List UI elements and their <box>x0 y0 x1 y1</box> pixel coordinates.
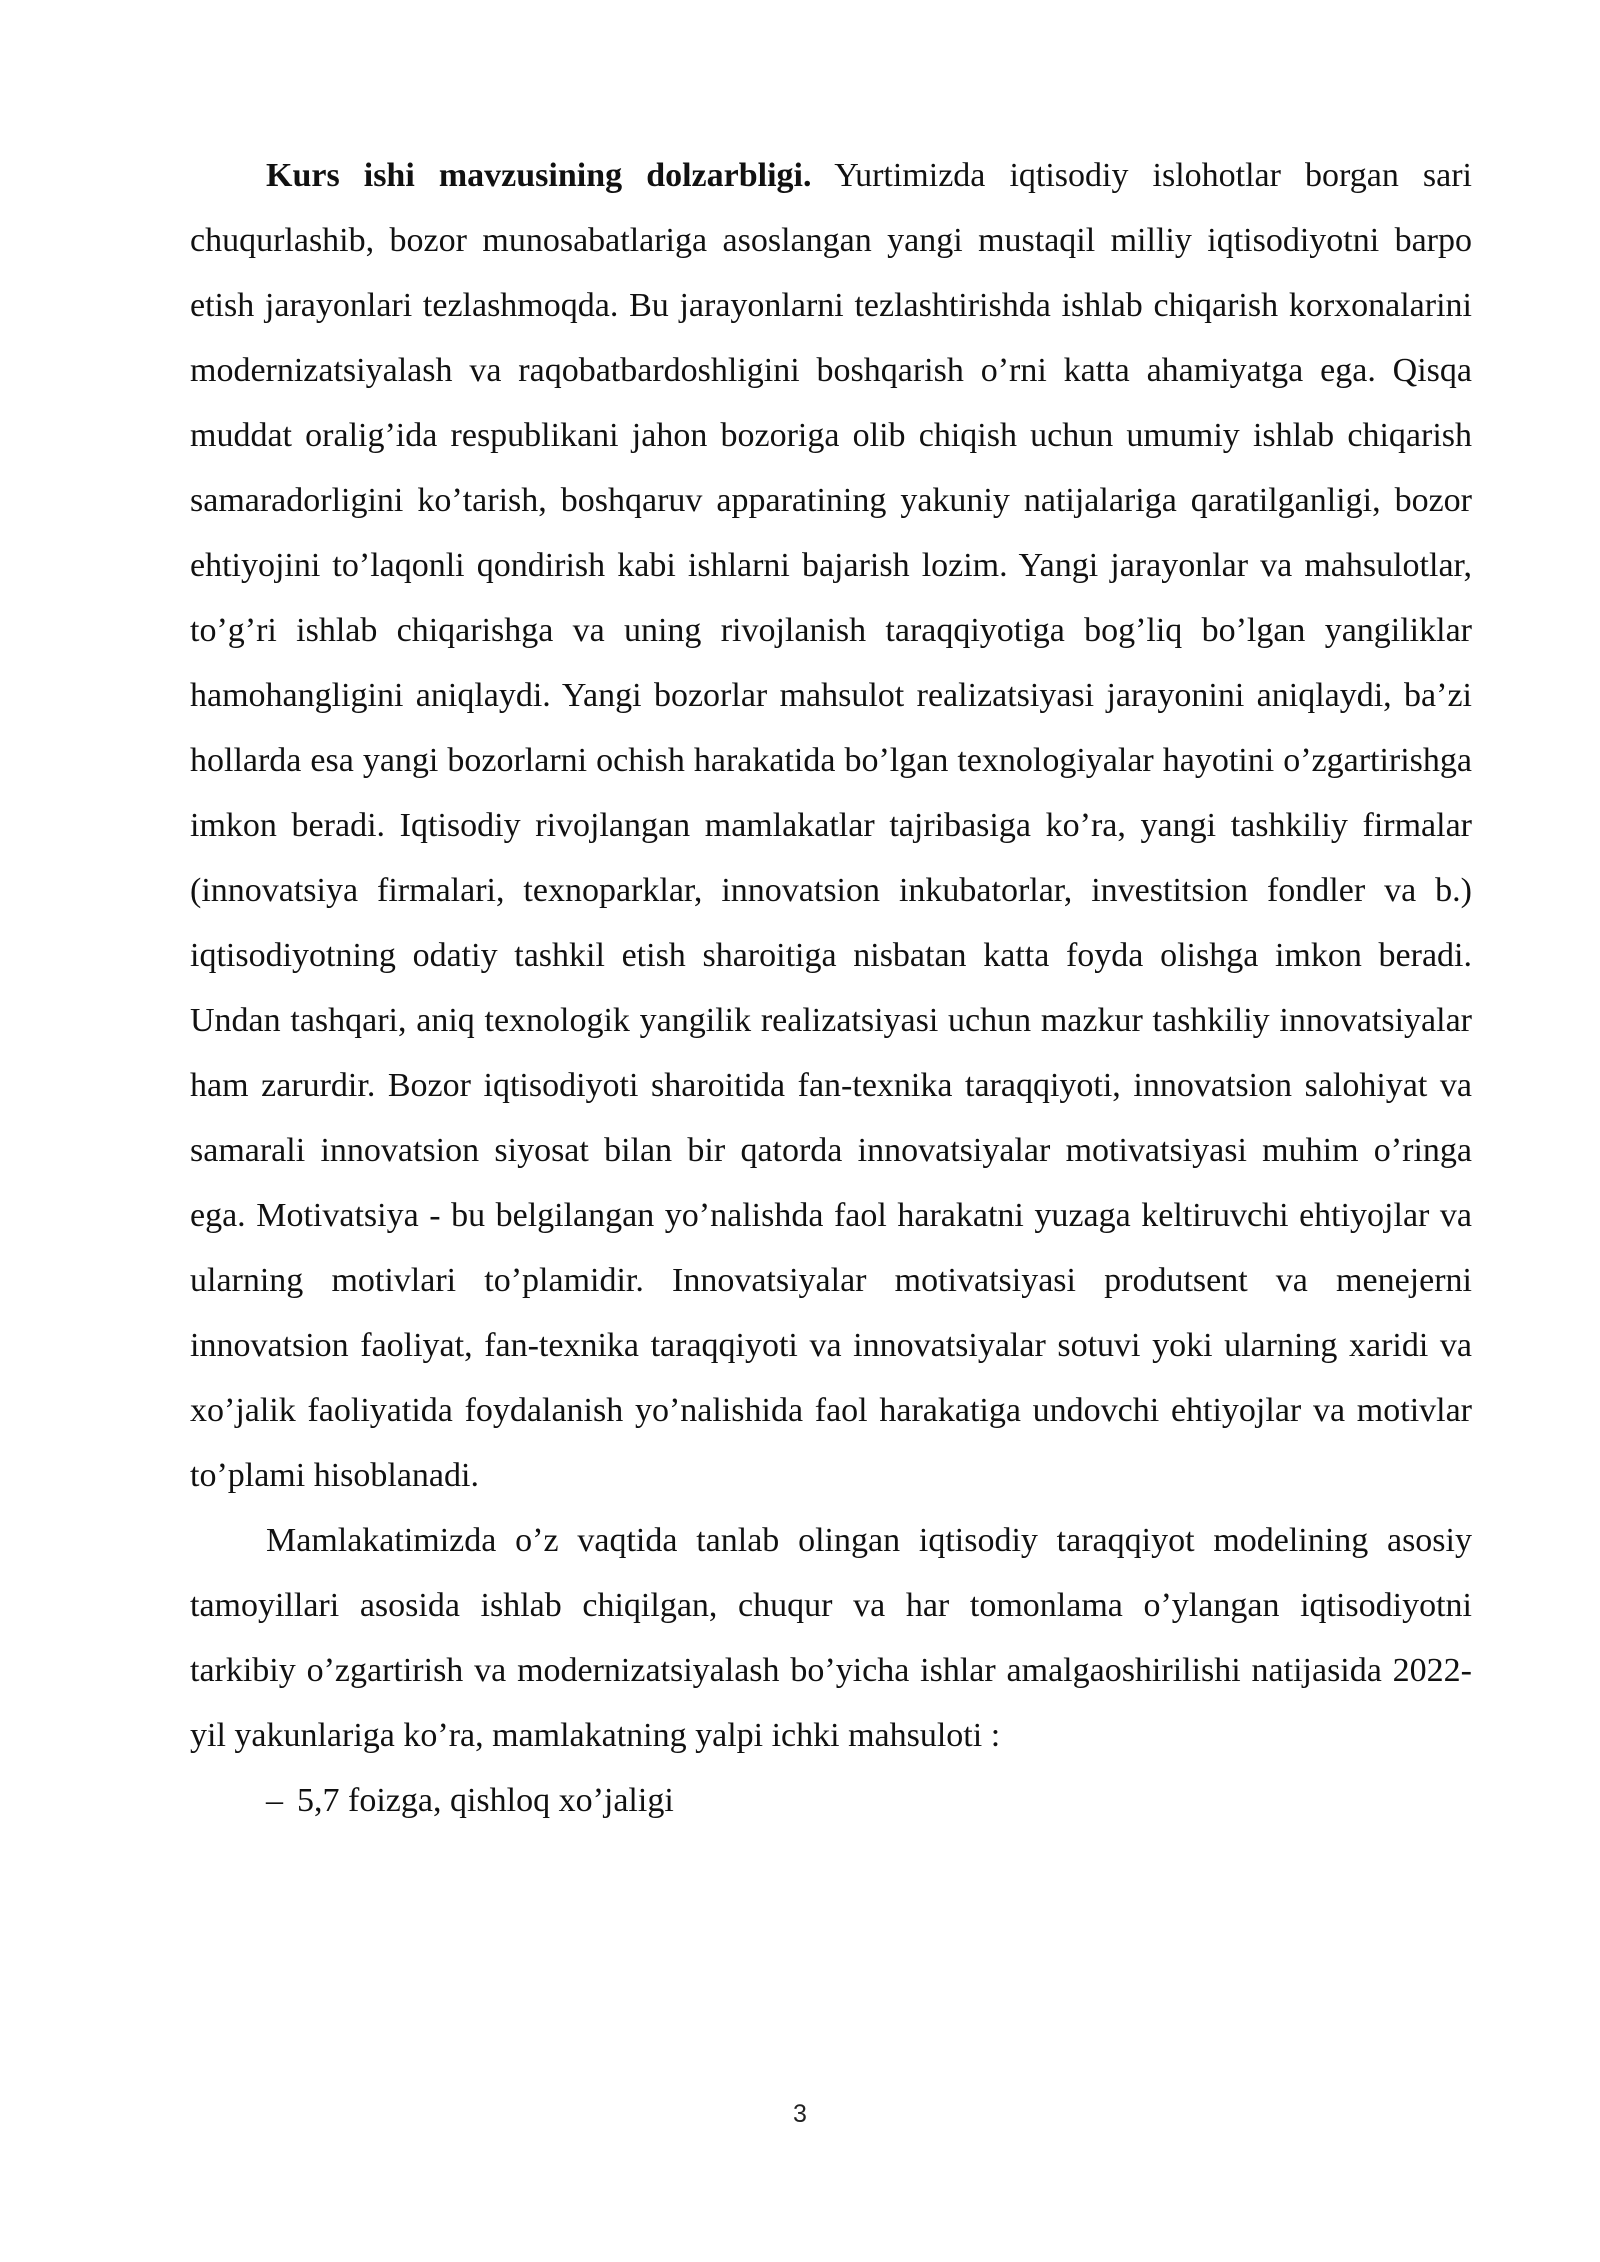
list-item-text: 5,7 foizga, qishloq xoʼjaligi <box>297 1782 674 1819</box>
list-item <box>190 1768 1472 1833</box>
paragraph-body: Yurtimizda iqtisodiy islohotlar borgan sari chuqurlashib, bozor munosabatlariga asoslangan yangi mustaqil milliy iqtisodiyotni barpo etish jarayonlari tezlashmoqda. Bu jarayonlarni tezlashtirishda ishlab chiqarish korxonalarini modernizatsiyalash va raqobatbardoshligini boshqarish oʼrni katta ahamiyatga ega. Qisqa muddat oraligʼida respublikani jahon bozoriga olib chiqish uchun umumiy ishlab chiqarish samaradorligini koʼtarish, boshqaruv apparatining yakuniy natijalariga qaratilganligi, bozor ehtiyojini toʼlaqonli qondirish kabi ishlarni bajarish lozim. Yangi jarayonlar va mahsulotlar, toʼgʼri ishlab chiqarishga va uning rivojlanish taraqqiyotiga bogʼliq boʼlgan yangiliklar hamohangligini aniqlaydi. Yangi bozorlar mahsulot realizatsiyasi jarayonini aniqlaydi, baʼzi hollarda esa yangi bozorlarni ochish harakatida boʼlgan texnologiyalar hayotini oʼzgartirishga imkon beradi. Iqtisodiy rivojlangan mamlakatlar tajribasiga koʼra, yangi tashkiliy firmalar (innovatsiya firmalari, texnoparklar, innovatsion inkubatorlar, investitsion fondler va b.) iqtisodiyotning odatiy tashkil etish sharoitiga nisbatan katta foyda olishga imkon beradi. Undan tashqari, aniq texnologik yangilik realizatsiyasi uchun mazkur tashkiliy innovatsiyalar ham zarurdir. Bozor iqtisodiyoti sharoitida fan-texnika taraqqiyoti, innovatsion salohiyat va samarali innovatsion siyosat bilan bir qatorda innovatsiyalar motivatsiyasi muhim oʼringa ega. Motivatsiya - bu belgilangan yoʼnalishda faol harakatni yuzaga keltiruvchi ehtiyojlar va ularning motivlari toʼplamidir. Innovatsiyalar motivatsiyasi produtsent va menejerni innovatsion faoliyat, fan-texnika taraqqiyoti va innovatsiyalar sotuvi yoki ularning xaridi va xoʼjalik faoliyatida foydalanish yoʼnalishida faol harakatiga undovchi ehtiyojlar va motivlar toʼplami hisoblanadi. <box>190 157 1472 1494</box>
paragraph-relevance <box>190 143 1472 1508</box>
paragraph-heading: Kurs ishi mavzusining dolzarbligi. <box>266 157 812 194</box>
paragraph-body: Mamlakatimizda oʼz vaqtida tanlab olingan iqtisodiy taraqqiyot modelining asosiy tamoyillari asosida ishlab chiqilgan, chuqur va har tomonlama oʼylangan iqtisodiyotni tarkibiy oʼzgartirish va modernizatsiyalash boʼyicha ishlar amalgaoshirilishi natijasida 2022-yil yakunlariga koʼra, mamlakatning yalpi ichki mahsuloti : <box>190 1522 1472 1754</box>
paragraph-economy <box>190 1508 1472 1768</box>
body-text <box>190 143 1472 1833</box>
page-number: 3 <box>793 2100 807 2128</box>
list-dash: – <box>266 1782 283 1819</box>
